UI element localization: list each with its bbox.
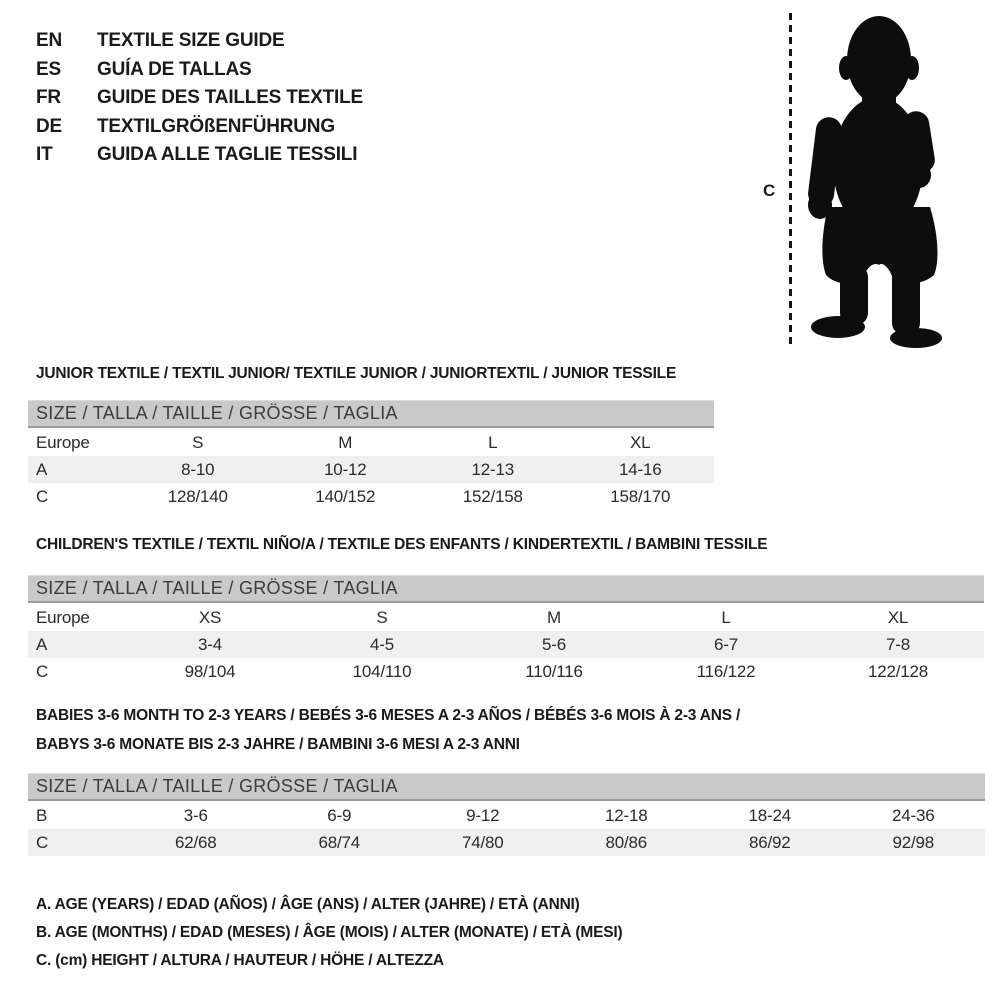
table-cell: 140/152 xyxy=(315,486,376,506)
table-cell: 80/86 xyxy=(605,832,648,852)
table-cell: 92/98 xyxy=(892,832,935,852)
table-row xyxy=(28,483,714,510)
baby-silhouette-icon xyxy=(800,5,955,350)
size-header-bar: SIZE / TALLA / TAILLE / GRÖSSE / TAGLIA xyxy=(28,575,984,603)
language-code: FR xyxy=(36,87,61,109)
table-cell: M xyxy=(338,432,353,452)
height-measure-label: C xyxy=(763,181,776,200)
table-cell: 68/74 xyxy=(318,832,361,852)
table-cell: 128/140 xyxy=(167,486,228,506)
table-cell: 9-12 xyxy=(466,805,500,825)
table-cell: 122/128 xyxy=(867,661,929,681)
table-cell: 74/80 xyxy=(461,832,504,852)
table-cell: 3-4 xyxy=(198,634,222,654)
table-cell: L xyxy=(721,607,731,627)
table-cell: L xyxy=(488,432,498,452)
language-title: TEXTILGRÖßENFÜHRUNG xyxy=(97,115,335,137)
table-cell: S xyxy=(376,607,388,627)
table-cell: 24-36 xyxy=(892,805,935,825)
row-label: C xyxy=(36,486,49,506)
children-size-table xyxy=(28,575,984,685)
table-cell: 152/158 xyxy=(462,486,523,506)
language-row xyxy=(36,56,363,85)
language-code: EN xyxy=(36,30,62,52)
section-title-children: CHILDREN'S TEXTILE / TEXTIL NIÑO/A / TEXTILE DES ENFANTS / KINDERTEXTIL / BAMBINI TESSILE xyxy=(36,536,768,553)
language-title: GUÍA DE TALLAS xyxy=(97,58,252,80)
table-cell: 158/170 xyxy=(610,486,671,506)
table-cell: M xyxy=(547,607,561,627)
language-title: GUIDE DES TAILLES TEXTILE xyxy=(97,87,363,109)
section-title-babies-line1: BABIES 3-6 MONTH TO 2-3 YEARS / BEBÉS 3-6 MESES A 2-3 AÑOS / BÉBÉS 3-6 MOIS À 2-3 ANS / xyxy=(36,707,741,724)
babies-size-table xyxy=(28,773,985,856)
table-cell: 18-24 xyxy=(748,805,791,825)
table-cell: XL xyxy=(630,432,651,452)
row-label: C xyxy=(36,832,49,852)
table-cell: 8-10 xyxy=(181,459,215,479)
table-cell: 6-7 xyxy=(714,634,738,654)
language-list xyxy=(36,27,363,170)
language-title: GUIDA ALLE TAGLIE TESSILI xyxy=(97,144,358,166)
footnote-age-years: A. AGE (YEARS) / EDAD (AÑOS) / ÂGE (ANS) / ALTER (JAHRE) / ETÀ (ANNI) xyxy=(36,896,580,913)
row-label: C xyxy=(36,661,49,681)
table-cell: 86/92 xyxy=(748,832,791,852)
table-cell: 104/110 xyxy=(352,661,412,681)
row-label: A xyxy=(36,459,48,479)
footnote-age-months: B. AGE (MONTHS) / EDAD (MESES) / ÂGE (MOIS) / ALTER (MONATE) / ETÀ (MESI) xyxy=(36,924,623,941)
size-header-bar: SIZE / TALLA / TAILLE / GRÖSSE / TAGLIA xyxy=(28,773,985,801)
table-cell: 7-8 xyxy=(886,634,910,654)
table-cell: 3-6 xyxy=(183,805,208,825)
table-cell: 12-18 xyxy=(605,805,648,825)
section-title-junior: JUNIOR TEXTILE / TEXTIL JUNIOR/ TEXTILE JUNIOR / JUNIORTEXTIL / JUNIOR TESSILE xyxy=(36,365,677,382)
table-row xyxy=(28,604,984,631)
table-cell: 62/68 xyxy=(174,832,217,852)
row-label: Europe xyxy=(36,607,90,627)
table-cell: 5-6 xyxy=(542,634,566,654)
table-row xyxy=(28,429,714,456)
table-cell: 12-13 xyxy=(471,459,514,479)
junior-size-table xyxy=(28,400,714,510)
table-row xyxy=(28,802,985,829)
table-cell: XL xyxy=(887,607,909,627)
table-cell: 116/122 xyxy=(696,661,756,681)
row-label: B xyxy=(36,805,48,825)
table-row xyxy=(28,456,714,483)
language-row xyxy=(36,84,363,113)
table-cell: 98/104 xyxy=(184,661,236,681)
table-cell: 6-9 xyxy=(327,805,352,825)
section-title-babies-line2: BABYS 3-6 MONATE BIS 2-3 JAHRE / BAMBINI 3-6 MESI A 2-3 ANNI xyxy=(36,736,520,753)
language-code: DE xyxy=(36,115,62,137)
table-cell: 10-12 xyxy=(324,459,367,479)
table-cell: S xyxy=(192,432,204,452)
table-cell: 14-16 xyxy=(619,459,662,479)
size-header-bar: SIZE / TALLA / TAILLE / GRÖSSE / TAGLIA xyxy=(28,400,714,428)
row-label: Europe xyxy=(36,432,90,452)
row-label: A xyxy=(36,634,48,654)
language-row xyxy=(36,113,363,142)
language-title: TEXTILE SIZE GUIDE xyxy=(97,30,285,52)
language-row xyxy=(36,141,363,170)
footnote-height-cm: C. (cm) HEIGHT / ALTURA / HAUTEUR / HÖHE / ALTEZZA xyxy=(36,952,444,969)
table-row xyxy=(28,829,985,856)
table-cell: XS xyxy=(198,607,222,627)
table-row xyxy=(28,631,984,658)
table-cell: 4-5 xyxy=(370,634,394,654)
table-cell: 110/116 xyxy=(525,661,583,681)
language-row xyxy=(36,27,363,56)
language-code: IT xyxy=(36,144,53,166)
height-dashed-line xyxy=(789,13,792,345)
language-code: ES xyxy=(36,58,61,80)
table-row xyxy=(28,658,984,685)
